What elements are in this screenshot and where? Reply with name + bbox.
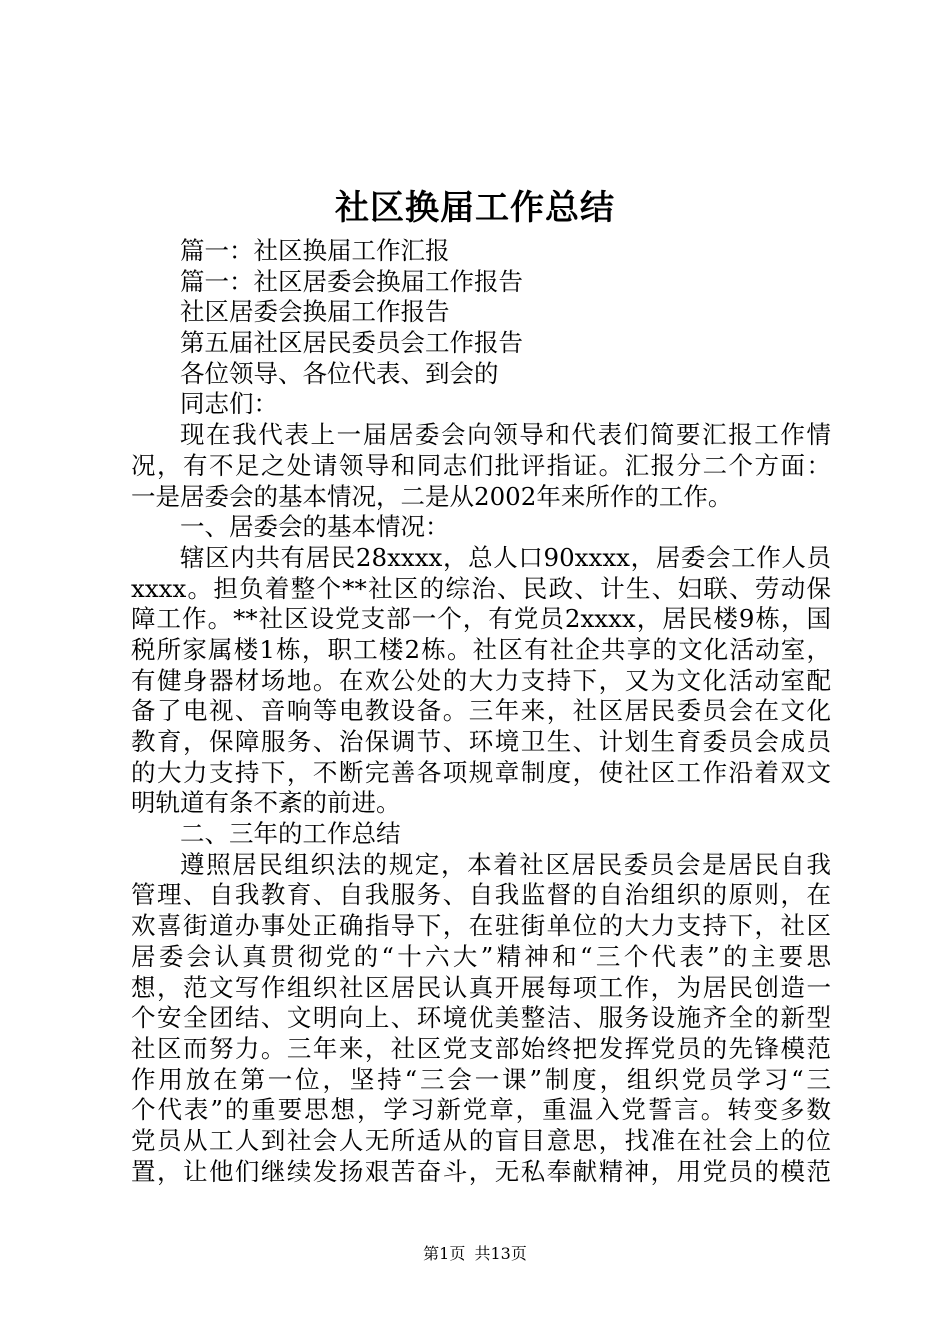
text-line: 同志们： bbox=[180, 389, 278, 419]
text-line: 现在我代表上一届居委会向领导和代表们简要汇报工作情 bbox=[180, 420, 831, 450]
text-line: 遵照居民组织法的规定，本着社区居民委员会是居民自我 bbox=[180, 849, 831, 879]
text-line: 一、居委会的基本情况： bbox=[180, 512, 450, 542]
page-number: 第1页 bbox=[423, 1244, 466, 1263]
text-line: 个安全团结、文明向上、环境优美整洁、服务设施齐全的新型 bbox=[131, 1003, 831, 1033]
text-line: 的大力支持下，不断完善各项规章制度，使社区工作沿着双文 bbox=[131, 757, 831, 787]
text-line: 备了电视、音响等电教设备。三年来，社区居民委员会在文化 bbox=[131, 696, 831, 726]
text-line: 教育，保障服务、治保调节、环境卫生、计划生育委员会成员 bbox=[131, 727, 831, 756]
text-line: 一是居委会的基本情况，二是从2002年来所作的工作。 bbox=[131, 481, 733, 511]
text-line: 居委会认真贯彻党的“十六大”精神和“三个代表”的主要思 bbox=[131, 941, 831, 971]
text-line: 税所家属楼1栋，职工楼2栋。社区有社企共享的文化活动室， bbox=[131, 634, 831, 664]
text-line: 置，让他们继续发扬艰苦奋斗，无私奉献精神，用党员的模范 bbox=[131, 1156, 831, 1186]
page-footer bbox=[0, 1243, 950, 1265]
text-line: 个代表”的重要思想，学习新党章，重温入党誓言。转变多数 bbox=[131, 1095, 831, 1125]
text-line: 篇一：社区换届工作汇报 bbox=[180, 236, 450, 265]
text-line: 辖区内共有居民28xxxx，总人口90xxxx，居委会工作人员 bbox=[180, 542, 831, 572]
text-line: 有健身器材场地。在欢公处的大力支持下，又为文化活动室配 bbox=[131, 665, 831, 695]
text-line: 社区而努力。三年来，社区党支部始终把发挥党员的先锋模范 bbox=[131, 1033, 831, 1063]
text-line: 篇一：社区居委会换届工作报告 bbox=[180, 266, 523, 296]
text-line: 管理、自我教育、自我服务、自我监督的自治组织的原则，在 bbox=[131, 880, 831, 910]
page-total: 共13页 bbox=[474, 1244, 527, 1263]
text-line: 想，范文写作组织社区居民认真开展每项工作，为居民创造一 bbox=[131, 972, 831, 1002]
document-body bbox=[131, 236, 831, 1187]
text-line: 第五届社区居民委员会工作报告 bbox=[180, 328, 523, 358]
text-line: xxxx。担负着整个**社区的综治、民政、计生、妇联、劳动保 bbox=[131, 573, 831, 603]
text-line: 作用放在第一位，坚持“三会一课”制度，组织党员学习“三 bbox=[131, 1064, 831, 1094]
text-line: 各位领导、各位代表、到会的 bbox=[180, 358, 499, 388]
text-line: 欢喜街道办事处正确指导下，在驻街单位的大力支持下，社区 bbox=[131, 911, 831, 941]
document-title: 社区换届工作总结 bbox=[335, 188, 615, 228]
text-line: 况，有不足之处请领导和同志们批评指证。汇报分二个方面： bbox=[131, 450, 831, 480]
text-line: 障工作。**社区设党支部一个，有党员2xxxx，居民楼9栋，国 bbox=[131, 604, 831, 634]
text-line: 二、三年的工作总结 bbox=[180, 819, 401, 849]
text-line: 社区居委会换届工作报告 bbox=[180, 297, 450, 327]
text-line: 明轨道有条不紊的前进。 bbox=[131, 788, 401, 818]
text-line: 党员从工人到社会人无所适从的盲目意思，找准在社会上的位 bbox=[131, 1125, 831, 1155]
